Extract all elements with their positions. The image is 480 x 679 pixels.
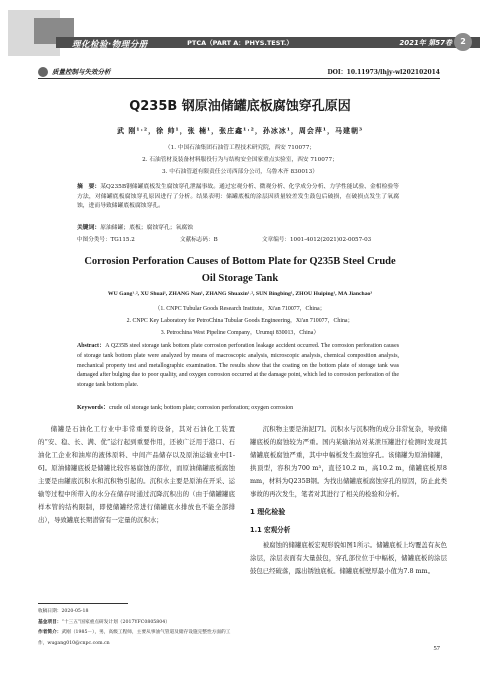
affiliation-cn-3: 3. 中石油管道有限责任公司西部分公司，乌鲁木齐 830013） <box>162 169 318 175</box>
affiliation-en-3: 3. Petrochina West Pipeline Company，Urumqi 830013，China） <box>160 330 320 336</box>
page-number: 57 <box>433 645 440 652</box>
keywords-en-text: crude oil storage tank; bottom plate; corrosion perforation; oxygen corrosion <box>109 405 294 411</box>
doi: DOI：10.11973/lhjy-wl202102014 <box>327 69 440 76</box>
authors-cn: 武 刚¹˒²，徐 帅¹，张 楠¹，张庄鑫¹˒²，孙冰冰¹，周会萍¹，马建朝³ <box>116 126 364 135</box>
footnotes <box>38 607 238 649</box>
abstract-cn <box>77 183 399 212</box>
keywords-en-label: Keywords： <box>77 405 109 411</box>
fund-label: 基金项目： <box>38 619 62 625</box>
title-en-line-2: Oil Storage Tank <box>201 273 279 284</box>
affiliation-cn-1: （1. 中国石油集团石油管工程技术研究院，西安 710077； <box>164 145 316 151</box>
section-name: 质量控制与失效分析 <box>52 68 111 76</box>
authors-en: WU Gang¹˒², XU Shuai¹, ZHANG Nan¹, ZHANG Shuaxin¹˒², SUN Bingbing¹, ZHOU Huiping¹, MA Jianchao³ <box>107 291 373 297</box>
affiliation-en-2: 2. CNPC Key Laboratory for PetroChina Tubular Goods Engineering，Xi'an 710077，China； <box>126 318 354 324</box>
abstract-en <box>77 342 399 391</box>
keywords-cn-label: 关键词： <box>77 225 101 231</box>
body-column-right <box>250 423 447 578</box>
section-bullet-icon <box>38 67 48 77</box>
title-en <box>0 253 480 287</box>
author-bio <box>38 628 238 649</box>
fund-text: “十三五”国家重点研发计划（2017YFC0805804） <box>61 619 170 625</box>
body-paragraph-intro-cont: 沉积物主要是油泥[7]。沉积水与沉积物的成分非常复杂，导致储罐底板的腐蚀较为严重。国内某输油站对某泄压罐进行检测时发现其储罐底板腐蚀严重，其中中幅板发生腐蚀穿孔。该储罐为原油储罐，拱顶型，容积为700 m³，直径10.2 m，高10.2 m，储罐底板厚8 mm，材料为Q235B钢。为找出储罐底板腐蚀穿孔的原因，防止此类事故的再次发生，笔者对其进行了相关的检验和分析。 <box>250 425 447 498</box>
fund-note <box>38 618 238 629</box>
affiliation-cn-2: 2. 石油管材及装备材料服役行为与结构安全国家重点实验室，西安 710077； <box>142 157 338 163</box>
section-heading-1: 1 理化检验 <box>250 508 286 516</box>
document-code: 文献标志码：B <box>180 237 218 243</box>
journal-name-cn: 理化检验·物理分册 <box>72 40 148 50</box>
issue-label: 2021年 第57卷 <box>399 39 452 47</box>
received-date: 收稿日期：2020-05-18 <box>38 609 89 614</box>
abstract-en-label: Abstract： <box>77 343 106 349</box>
title-en-line-1: Corrosion Perforation Causes of Bottom Plate for Q235B Steel Crude <box>84 256 396 267</box>
header-divider <box>38 78 440 79</box>
author-bio-label: 作者简介： <box>38 630 62 635</box>
clc-number: 中图分类号：TG115.2 <box>77 237 135 243</box>
journal-logo <box>0 0 160 66</box>
body-paragraph-intro: 储罐是石油化工行业中非常重要的设备，其对石油化工装置的“安、稳、长、满、优”运行起到重要作用，还被广泛用于港口、石油化工企业和油库的液体原料、中间产品储存以及原油运输业中[1-6]。原油储罐底板是储罐比较容易腐蚀的部位，而原油储罐底板腐蚀主要是由罐底沉积水和沉积物引起的。沉积水主要是原油在开采、运输等过程中所带入的水分在储存时通过沉降沉积出的（由于储罐罐底样本管的结构限制，即使储罐经常进行储罐底水排放也不能全部排出），导致罐底长期潜留有一定量的沉积水； <box>38 425 235 524</box>
issue-number-badge: 2 <box>454 33 472 51</box>
keywords-en <box>77 402 293 411</box>
abstract-cn-label: 摘 要： <box>77 184 101 190</box>
title-cn: Q235B 钢原油储罐底板腐蚀穿孔原因 <box>129 99 351 114</box>
abstract-cn-text: 某Q235B钢储罐底板发生腐蚀穿孔泄漏事故。通过宏观分析、微观分析、化学成分分析、力学性能试验、金相检验等方法，对储罐底板腐蚀穿孔原因进行了分析。结果表明：储罐底板的涂层因质量较差发生鼓包后破损，在破损点发生了氧腐蚀，进而导致储罐底板腐蚀穿孔。 <box>77 184 399 210</box>
body-paragraph-macro: 被腐蚀的储罐底板宏观形貌如图1所示。储罐底板上均覆盖有灰色涂层，涂层表面有大量鼓包，穿孔部位位于中幅板，储罐底板的涂层鼓包已经破落，露出锈蚀底板。储罐底板壁厚最小值为7.8 mm。 <box>250 541 447 575</box>
footnote-divider <box>38 603 128 604</box>
journal-name-en: PTCA（PART A：PHYS.TEST.） <box>187 39 293 47</box>
body-column-left <box>38 423 235 527</box>
keywords-cn-text: 原油储罐；底板；腐蚀穿孔；氧腐蚀 <box>100 225 193 231</box>
keywords-cn <box>77 222 193 231</box>
affiliation-en-1: （1. CNPC Tubular Goods Research Institute，Xi'an 710077，China； <box>154 306 326 312</box>
section-heading-1-1: 1.1 宏观分析 <box>250 526 291 534</box>
article-number: 文章编号：1001-4012(2021)02-0057-03 <box>262 237 372 243</box>
author-bio-text: 武刚（1985－），男，高级工程师，主要从事油气管道及储存设施完整性方面的工作，wugang010@cnpc.com.cn <box>38 630 231 646</box>
abstract-en-text: A Q235B steel storage tank bottom plate corrosion perforation leakage accident occurred. The corrosion perforation causes of storage tank bottom plate were analyzed by means of macroscopic analysis, microscopic analysis, chemical composition analysis, mechanical property test and metallographic examination. The results show that the coating on the bottom plate of storage tank was damaged after bulging due to poor quality, and oxygen corrosion occurred at the damage point, which led to corrosion perforation of the storage tank bottom plate. <box>77 343 399 389</box>
